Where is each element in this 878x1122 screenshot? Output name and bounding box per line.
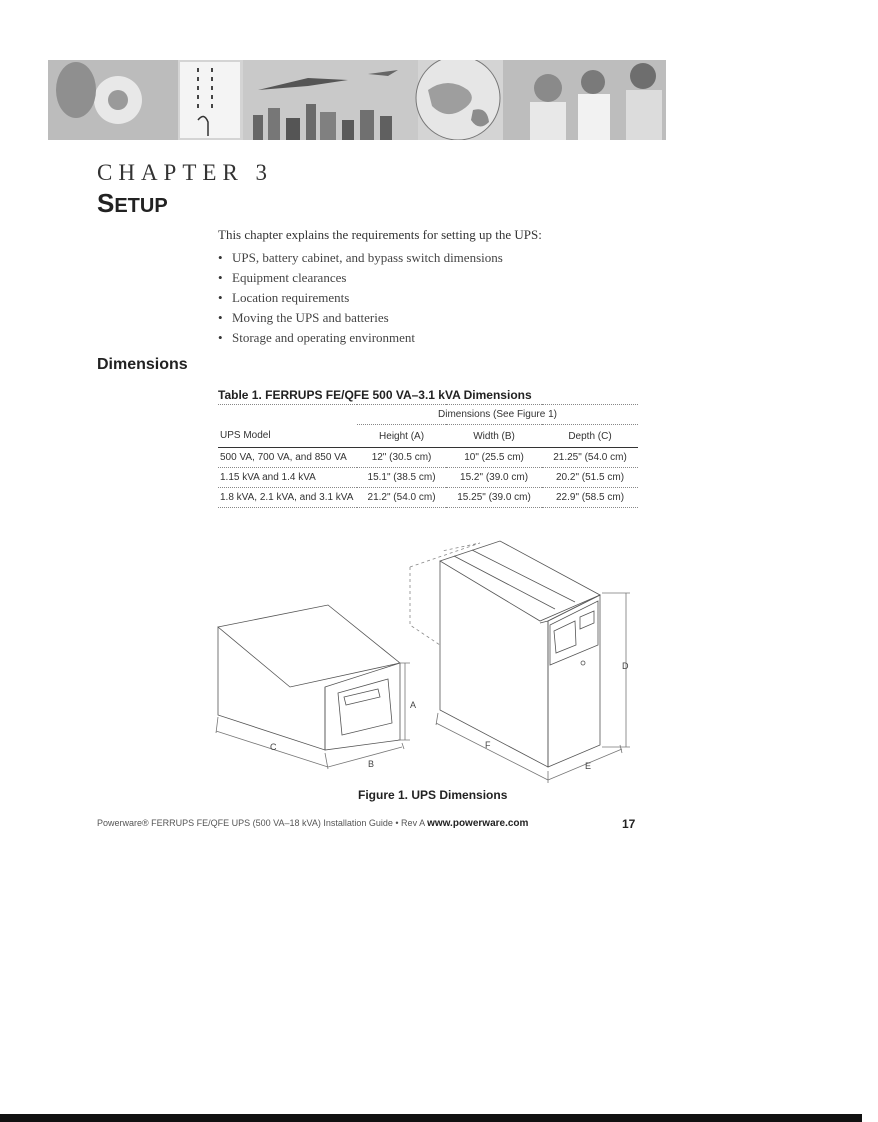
table-row [218, 468, 638, 488]
table-header-spacer [218, 405, 357, 425]
large-unit-front [548, 595, 600, 767]
table-cell: 10" (25.5 cm) [446, 448, 542, 468]
dimension-label-c: C [270, 742, 277, 752]
table-group-header: Dimensions (See Figure 1) [357, 405, 638, 425]
dimension-label-b: B [368, 759, 375, 769]
ups-dimensions-figure [210, 535, 640, 785]
table-cell: 500 VA, 700 VA, and 850 VA [218, 448, 357, 468]
list-item: • UPS, battery cabinet, and bypass switch dimensions [218, 248, 503, 268]
figure-caption: Figure 1. UPS Dimensions [358, 788, 508, 802]
table-cell: 1.8 kVA, 2.1 kVA, and 3.1 kVA [218, 488, 357, 508]
section-heading-dimensions: Dimensions [97, 356, 188, 373]
table-row [218, 448, 638, 468]
table-cell: 12" (30.5 cm) [357, 448, 446, 468]
chapter-title-rest: ETUP [114, 195, 168, 217]
footer-url: www.powerware.com [427, 818, 529, 829]
chapter-title [97, 188, 168, 219]
table-group-header-row [218, 405, 638, 425]
large-unit-side [440, 561, 548, 767]
list-item: • Location requirements [218, 288, 503, 308]
page-number: 17 [622, 817, 636, 831]
table-caption: Table 1. FERRUPS FE/QFE 500 VA–3.1 kVA Dimensions [218, 388, 532, 402]
small-unit-front [325, 663, 400, 750]
column-header-width: Width (B) [446, 425, 542, 448]
dimension-label-f: F [485, 740, 491, 750]
small-unit-side [218, 627, 325, 750]
chapter-number: CHAPTER 3 [97, 160, 274, 185]
small-unit-top [218, 605, 400, 687]
table-cell: 1.15 kVA and 1.4 kVA [218, 468, 357, 488]
footer [97, 818, 528, 829]
ups-cabinets-drawing [210, 535, 640, 785]
table-cell: 21.25" (54.0 cm) [542, 448, 638, 468]
intro-paragraph: This chapter explains the requirements for setting up the UPS: [218, 227, 542, 242]
table-row [218, 488, 638, 508]
column-header-model: UPS Model [218, 425, 357, 448]
column-header-height: Height (A) [357, 425, 446, 448]
chapter-title-initial: S [97, 188, 115, 218]
table-cell: 15.25" (39.0 cm) [446, 488, 542, 508]
list-item: • Storage and operating environment [218, 328, 503, 348]
table-cell: 21.2" (54.0 cm) [357, 488, 446, 508]
list-item: • Equipment clearances [218, 268, 503, 288]
dimension-label-d: D [622, 661, 629, 671]
large-unit-top [440, 541, 600, 621]
dimension-label-e: E [585, 761, 592, 771]
footer-guide-title: Powerware® FERRUPS FE/QFE UPS (500 VA–18 kVA) Installation Guide • Rev A [97, 818, 425, 828]
table-cell: 15.1" (38.5 cm) [357, 468, 446, 488]
list-item: • Moving the UPS and batteries [218, 308, 503, 328]
dimension-label-a: A [410, 700, 417, 710]
collage-photo-banner-icon [48, 60, 666, 140]
table-cell: 15.2" (39.0 cm) [446, 468, 542, 488]
table-header-row [218, 425, 638, 448]
requirements-list [218, 248, 503, 348]
chapter-banner-image [48, 60, 666, 140]
table-cell: 22.9" (58.5 cm) [542, 488, 638, 508]
table-cell: 20.2" (51.5 cm) [542, 468, 638, 488]
scan-edge-bar [0, 1114, 862, 1122]
column-header-depth: Depth (C) [542, 425, 638, 448]
dimensions-table [218, 404, 638, 508]
